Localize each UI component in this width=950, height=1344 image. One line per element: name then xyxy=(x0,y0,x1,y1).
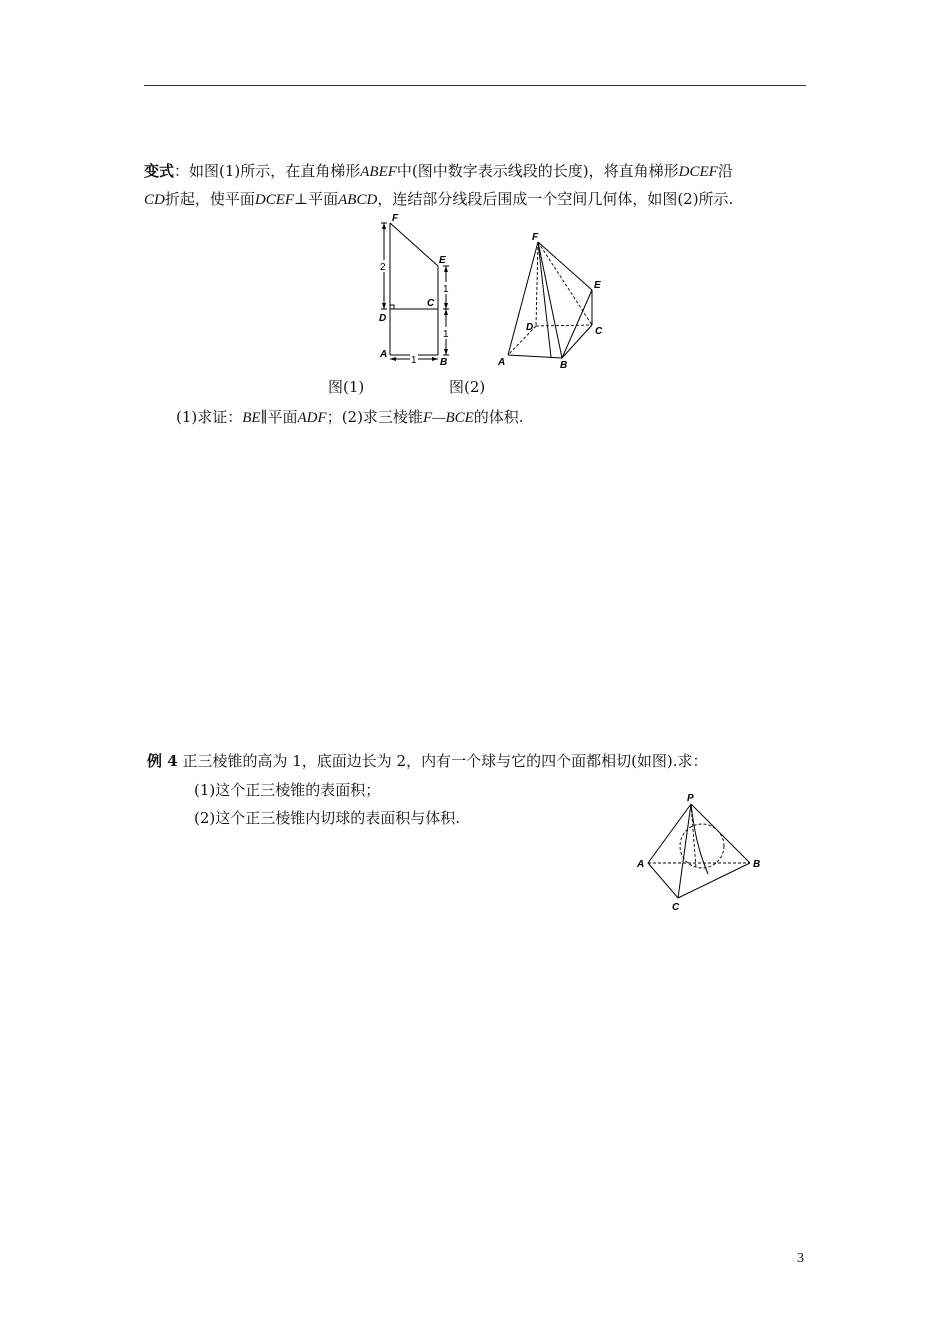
edge-FE xyxy=(390,223,438,266)
fig2-label-A: A xyxy=(498,357,506,368)
variant-line-1: 变式：如图(1)所示，在直角梯形ABEF中(图中数字表示线段的长度)，将直角梯形DCEF沿 xyxy=(144,162,733,180)
fig1-label-C: C xyxy=(427,298,435,309)
fig2-label-E: E xyxy=(594,280,601,291)
fig3-label-A: A xyxy=(637,859,645,870)
fig2-label-D: D xyxy=(526,322,534,333)
edge-PB xyxy=(691,804,750,863)
edge-BC xyxy=(562,325,592,358)
example4-q2: (2)这个正三棱锥内切球的表面积与体积. xyxy=(194,809,461,827)
dim-label-EC: 1 xyxy=(443,284,449,295)
hidden-edge-DC xyxy=(536,325,592,326)
fig2-label-C: C xyxy=(595,326,603,337)
example4-label: 例 4 xyxy=(147,752,178,770)
variant-questions: (1)求证：BE∥平面ADF；(2)求三棱锥F—BCE的体积. xyxy=(176,408,524,426)
figure-3-pyramid xyxy=(634,790,768,914)
dim-label-FD: 2 xyxy=(380,262,386,273)
edge-BC xyxy=(678,863,750,898)
fig1-label-E: E xyxy=(439,255,446,266)
right-angle-mark xyxy=(390,305,394,309)
fig1-label-D: D xyxy=(379,313,387,324)
example4-stem: 例 4 正三棱锥的高为 1，底面边长为 2，内有一个球与它的四个面都相切(如图).求： xyxy=(147,752,708,770)
figure-2-solid xyxy=(494,228,614,372)
fig3-label-P: P xyxy=(687,793,694,804)
fig2-label-F: F xyxy=(532,232,539,243)
variant-line-2: CD折起，使平面DCEF⊥平面ABCD，连结部分线段后围成一个空间几何体，如图(2)所示. xyxy=(144,190,734,208)
dim-label-CB: 1 xyxy=(443,329,449,340)
edge-AC xyxy=(648,863,678,898)
fig3-label-B: B xyxy=(753,859,761,870)
edge-EB xyxy=(562,290,592,358)
fig1-label-B: B xyxy=(440,357,448,368)
hidden-edge-FD xyxy=(536,242,538,326)
edge-AB xyxy=(508,355,562,358)
fig2-caption: 图(2) xyxy=(449,378,486,396)
fig3-label-C: C xyxy=(672,902,680,913)
inscribed-sphere xyxy=(680,824,724,868)
figure-1-trapezoid xyxy=(370,208,470,370)
header-rule xyxy=(144,85,806,86)
edge-FB xyxy=(538,242,562,358)
edge-PC xyxy=(678,804,691,898)
fig1-label-F: F xyxy=(392,213,399,224)
fig1-caption: 图(1) xyxy=(328,378,365,396)
fig2-label-B: B xyxy=(560,360,568,371)
fig1-label-A: A xyxy=(380,349,388,360)
page-number: 3 xyxy=(797,1251,804,1266)
variant-label: 变式 xyxy=(144,162,175,180)
example4-q1: (1)这个正三棱锥的表面积； xyxy=(194,781,381,799)
edge-FA xyxy=(508,242,538,355)
dim-label-AB: 1 xyxy=(411,355,417,366)
